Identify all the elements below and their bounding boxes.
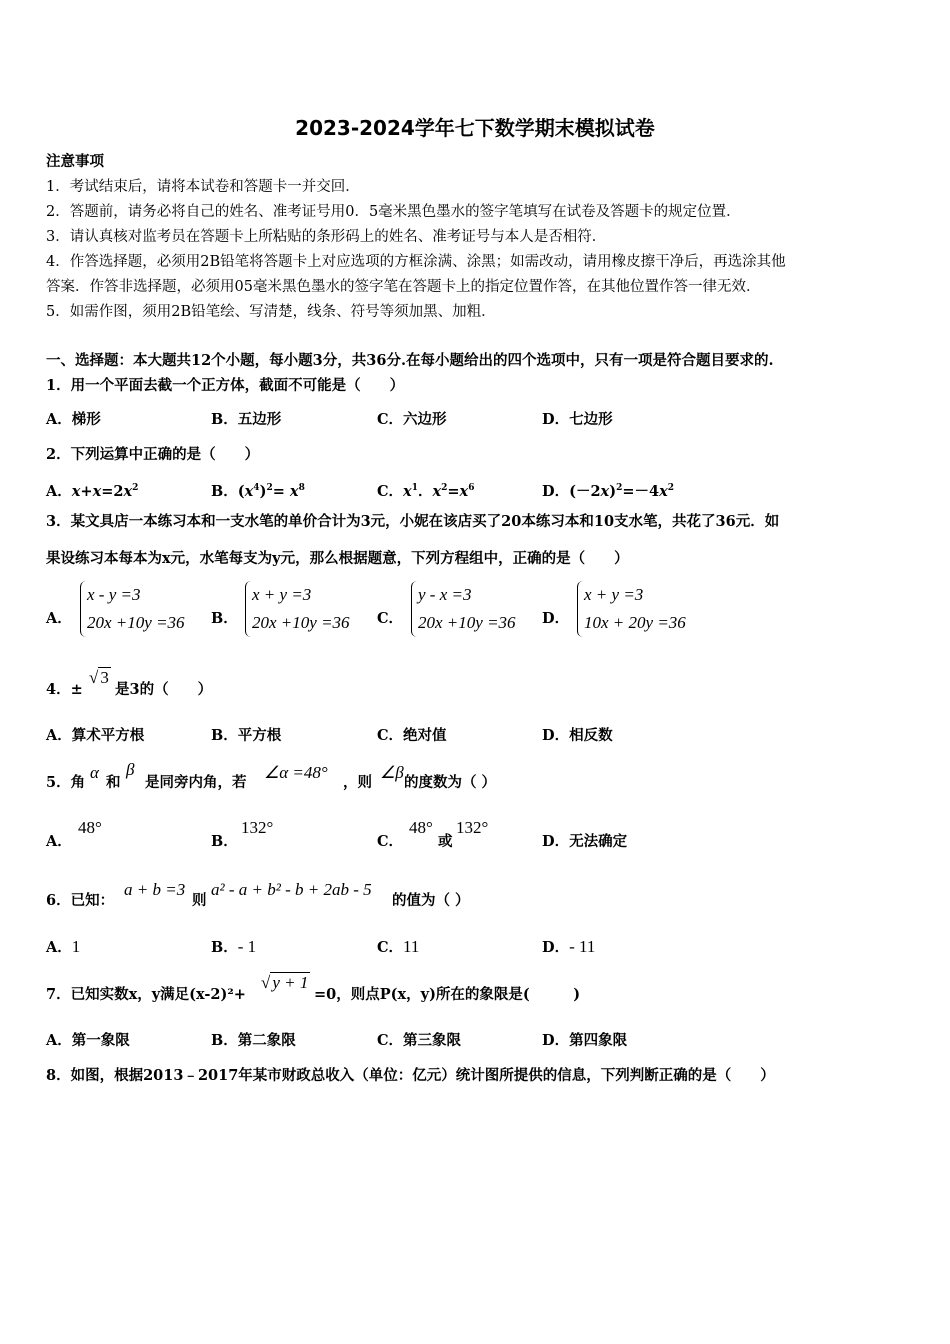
option-letter: C． (377, 939, 404, 956)
notice-item: 1．考试结束后，请将本试卷和答题卡一并交回． (46, 179, 360, 195)
equation: 20x +10y =36 (87, 613, 185, 632)
question-5-mid: 是同旁内角，若 (145, 774, 247, 791)
equation: 20x +10y =36 (418, 613, 516, 632)
q7-option-b: B．第二象限 (211, 1032, 296, 1049)
angle-beta: ∠β (380, 763, 404, 782)
q1-option-a: A．梯形 (46, 411, 101, 428)
option-letter: D． (542, 939, 570, 956)
angle-condition: ∠α =48° (264, 763, 328, 782)
notice-heading: 注意事项 (46, 153, 104, 170)
question-3-stem-cont: 果设练习本每本为x元，水笔每支为y元，那么根据题意，下列方程组中，正确的是（ ） (46, 550, 629, 567)
question-4-suffix: 是3的（ ） (115, 681, 213, 698)
q3-option-a-label: A． (46, 610, 72, 627)
option-value: - 1 (237, 937, 257, 956)
q3-option-c-label: C． (377, 610, 404, 627)
equation: 10x + 20y =36 (584, 613, 686, 632)
q5-option-a-label: A． (46, 833, 72, 850)
q5-option-b-value: 132° (241, 818, 274, 837)
q6-option-b (211, 937, 256, 958)
notice-item: 5．如需作图，须用2B铅笔绘、写清楚，线条、符号等须加黑、加粗． (46, 304, 496, 320)
q7-option-c: C．第三象限 (377, 1032, 462, 1049)
question-5-suffix: 的度数为（ ） (404, 774, 497, 791)
q4-option-b: B．平方根 (211, 727, 282, 744)
q7-option-d: D．第四象限 (542, 1032, 628, 1049)
q3-option-b-label: B． (211, 610, 238, 627)
equation: x + y =3 (252, 585, 312, 604)
q5-option-c-or: 或 (438, 833, 453, 850)
question-6-prefix: 6．已知： (46, 892, 115, 909)
option-value: - 11 (569, 937, 596, 956)
question-4-prefix: 4．± (46, 681, 83, 698)
question-5-prefix: 5．角 (46, 774, 86, 791)
equation: y - x =3 (418, 585, 472, 604)
radicand: 3 (100, 668, 109, 687)
section-heading: 一、选择题：本大题共12个小题，每小题3分，共36分.在每小题给出的四个选项中，只有一项是符合题目要求的. (46, 352, 774, 369)
q3-option-d-system (577, 581, 686, 637)
q4-option-c: C．绝对值 (377, 727, 447, 744)
option-letter: D． (542, 482, 570, 500)
question-5-then: ，则 (343, 774, 372, 791)
q3-option-a-system (80, 581, 185, 637)
option-letter: A． (46, 482, 72, 500)
question-6-then: 则 (192, 892, 207, 909)
notice-item: 2．答题前，请务必将自己的姓名、准考证号用0．5毫米黑色墨水的签字笔填写在试卷及答题卡的规定位置． (46, 204, 741, 220)
equation: 20x +10y =36 (252, 613, 350, 632)
q7-option-a: A．第一象限 (46, 1032, 130, 1049)
q6-option-d (542, 937, 595, 958)
q5-option-c-value-1: 48° (409, 818, 433, 837)
q2-option-a: A．$x+x=2x^2$ (46, 482, 139, 500)
q2-option-c: C．$x^1$．$x^2=x^6$ (377, 482, 475, 500)
q3-option-b-system (245, 581, 350, 637)
q3-option-d-label: D． (542, 610, 570, 627)
q4-option-d: D．相反数 (542, 727, 613, 744)
q1-option-b: B．五边形 (211, 411, 282, 428)
question-5-and: 和 (106, 774, 121, 791)
option-letter: C． (377, 482, 404, 500)
notice-item: 4．作答选择题，必须用2B铅笔将答题卡上对应选项的方框涂满、涂黑；如需改动，请用橡皮擦干净后，再选涂其他 (46, 254, 786, 270)
q1-option-c: C．六边形 (377, 411, 447, 428)
q6-expression: a² - a + b² - b + 2ab - 5 (211, 880, 372, 899)
q5-option-c-value-2: 132° (456, 818, 489, 837)
question-3-stem: 3．某文具店一本练习本和一支水笔的单价合计为3元，小妮在该店买了20本练习本和10支水笔，共花了36元．如 (46, 513, 780, 530)
notice-item: 3．请认真核对监考员在答题卡上所粘贴的条形码上的姓名、准考证号与本人是否相符． (46, 229, 607, 245)
option-letter: A． (46, 939, 72, 956)
q5-option-a-value: 48° (78, 818, 102, 837)
q4-option-a: A．算术平方根 (46, 727, 145, 744)
q2-option-b: B．$(x^4)^2= x^8$ (211, 482, 305, 500)
q5-option-b-label: B． (211, 833, 238, 850)
q6-option-a (46, 937, 80, 958)
equation: x - y =3 (87, 585, 141, 604)
q5-option-c-label: C． (377, 833, 404, 850)
question-8-stem: 8．如图，根据2013﹣2017年某市财政总收入（单位：亿元）统计图所提供的信息，下列判断正确的是（ ） (46, 1067, 775, 1084)
q1-option-d: D．七边形 (542, 411, 613, 428)
question-7-prefix: 7．已知实数x，y满足(x-2)²+ (46, 986, 246, 1003)
question-7-suffix: =0，则点P(x，y)所在的象限是( ) (314, 986, 581, 1003)
question-6-suffix: 的值为（ ） (392, 892, 470, 909)
sqrt-expression: √ 3 (89, 668, 109, 687)
question-2-stem: 2．下列运算中正确的是（ ） (46, 446, 260, 463)
notice-item: 答案．作答非选择题，必须用05毫米黑色墨水的签字笔在答题卡上的指定位置作答，在其他位置作答一律无效． (46, 279, 761, 295)
q2-option-d: D．$(-2x)^2=-4x^2$ (542, 482, 674, 500)
option-value: 11 (403, 937, 420, 956)
option-letter: B． (211, 482, 238, 500)
q6-option-c (377, 937, 419, 958)
beta-symbol: β (126, 760, 135, 779)
alpha-symbol: α (90, 763, 99, 782)
option-letter: B． (211, 939, 238, 956)
q5-option-d: D．无法确定 (542, 833, 628, 850)
page-title: 2023-2024学年七下数学期末模拟试卷 (295, 116, 655, 140)
sqrt-expression: √ y + 1 (261, 973, 309, 992)
option-value: 1 (71, 937, 81, 956)
q3-option-c-system (411, 581, 516, 637)
equation: x + y =3 (584, 585, 644, 604)
q6-condition: a + b =3 (124, 880, 186, 899)
question-1-stem: 1．用一个平面去截一个正方体，截面不可能是（ ） (46, 377, 405, 394)
radicand: y + 1 (272, 973, 309, 992)
